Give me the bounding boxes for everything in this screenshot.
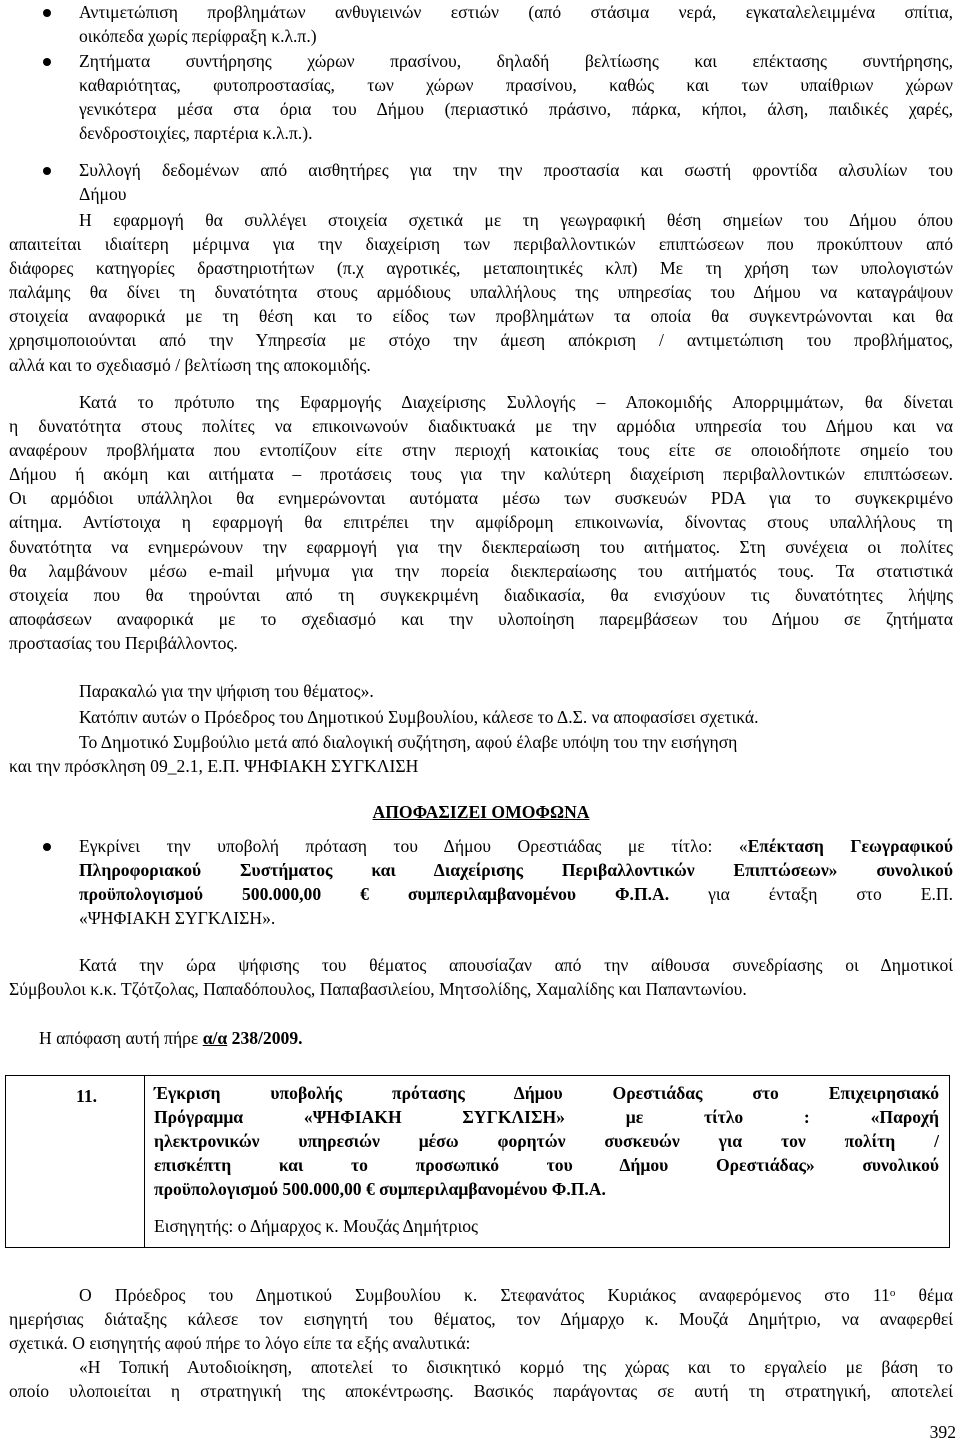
page-number: 392 (929, 1422, 956, 1442)
text-line: Κατά την ώρα ψήφισης του θέματος απουσίαζαν από την αίθουσα συνεδρίασης οι Δημοτικοί (79, 955, 953, 975)
paragraph (9, 730, 953, 778)
text-run: ο (889, 1287, 896, 1299)
text-run: α/α (202, 1028, 228, 1048)
text-line: Δήμου (79, 184, 127, 205)
text-run: Η απόφαση αυτή πήρε (39, 1028, 203, 1048)
text-run: για ένταξη στο Ε.Π. (669, 884, 953, 905)
text-line: οικόπεδα χωρίς περίφραξη κ.λ.π.) (79, 26, 317, 47)
text-line: ημερήσιας διάταξης κάλεσε τον εισηγητή του θέματος, τον Δήμαρχο κ. Μουζά Δημήτριο, να αναφερθεί (9, 1309, 953, 1330)
text-run: θέμα (895, 1285, 953, 1305)
bullet-icon (43, 167, 51, 175)
text-line: η δυνατότητα στους πολίτες να επικοινωνούν διαδικτυακά με την αρμόδια υπηρεσία του Δήμου και να (9, 416, 953, 437)
text-line: στοιχεία που θα τηρούνται από τη συγκεκριμένη διαδικασία, θα ενισχύουν τις δυνατότητες λήψης (9, 584, 953, 605)
bullet-icon (43, 58, 51, 66)
text-line: Πληροφοριακού Συστήματος και Διαχείρισης Περιβαλλοντικών Επιπτώσεων» συνολικού (79, 860, 953, 881)
text-line: παλάμης θα δίνει τη δυνατότητα στους αρμόδιους υπαλλήλους της υπηρεσίας του Δήμου να καταγράψουν (9, 282, 953, 303)
text-run: Εγκρίνει την υποβολή πρόταση του Δήμου Ορεστιάδας με τίτλο: « (79, 836, 748, 856)
text-line: χρησιμοποιούνται από την Υπηρεσία με στόχο την άμεση απόκριση / αντιμετώπιση του προβλήματος, (9, 330, 953, 351)
text-run: 238/2009. (227, 1028, 303, 1048)
text-run: Ο Πρόεδρος του Δημοτικού Συμβουλίου κ. Στεφανάτος Κυριάκος αναφερόμενος στο 11 (79, 1285, 890, 1305)
text-line: Σύμβουλοι κ.κ. Τζότζολας, Παπαδόπουλος, Παπαβασιλείου, Μητσολίδης, Χαμαλίδης και Παπαντωνίου. (9, 979, 747, 1000)
bullet-icon (43, 843, 51, 851)
text-line: ηλεκτρονικών υπηρεσιών μέσω φορητών συσκευών για τον πολίτη / (154, 1131, 939, 1152)
text-line: Αντιμετώπιση προβλημάτων ανθυγιεινών εστιών (από στάσιμα νερά, εγκαταλελειμμένα σπίτια, (79, 2, 953, 22)
bullet-item (9, 0, 953, 48)
text-line: Το Δημοτικό Συμβούλιο μετά από διαλογική συζήτηση, αφού έλαβε υπόψη του την εισήγηση (79, 732, 738, 752)
text-line: διάφορες κατηγορίες δραστηριοτήτων (π.χ αγροτικές, μεταποιητικές κλπ) Με τη χρήση των υπολογιστών (9, 258, 953, 279)
text-line: Κατόπιν αυτών ο Πρόεδρος του Δημοτικού Συμβουλίου, κάλεσε το Δ.Σ. να αποφασίσει σχετικά. (79, 707, 759, 727)
text-line: «ΨΗΦΙΑΚΗ ΣΥΓΚΛΙΣΗ». (79, 908, 276, 929)
decision-heading: ΑΠΟΦΑΣΙΖΕΙ ΟΜΟΦΩΝΑ (372, 802, 590, 822)
decision-number (39, 1026, 303, 1050)
decision-item (9, 834, 953, 930)
text-line: δενδροστοιχίες, παρτέρια κ.λ.π.). (79, 123, 313, 144)
text-line: Οι αρμόδιοι υπάλληλοι θα ενημερώνονται αυτόματα μέσω των συσκευών PDA για το συγκεκριμένο (9, 488, 953, 509)
text-line: καθαριότητας, φυτοπροστασίας, των χώρων πρασίνου, καθώς και των υπαίθριων χώρων (79, 75, 953, 96)
text-line: γενικότερα μέσα στα όρια του Δήμου (περιαστικό πράσινο, πάρκα, κήποι, άλση, παιδικές χαρές, (79, 99, 953, 120)
text-line: Η εφαρμογή θα συλλέγει στοιχεία σχετικά με τη γεωγραφική θέση σημείων του Δήμου όπου (79, 210, 953, 230)
text-line: απαιτείται ιδιαίτερη μέριμνα για την διαχείριση των περιβαλλοντικών επιπτώσεων που προκύπτουν από (9, 234, 953, 255)
text-run: Επέκταση Γεωγραφικού (747, 836, 953, 856)
text-line: Έγκριση υποβολής πρότασης Δήμου Ορεστιάδας στο Επιχειρησιακό (154, 1083, 939, 1103)
text-line: αλλά και το σχεδιασμό / βελτίωση της αποκομιδής. (9, 354, 371, 375)
text-line: οποίο υλοποιείται η στρατηγική της αποκέντρωσης. Βασικός παράγοντας σε αυτή τη στρατηγική, αποτελεί (9, 1381, 953, 1402)
bullet-icon (43, 9, 51, 17)
text-line: δυνατότητα να ενημερώνουν την εφαρμογή για την διεκπεραίωση του αιτήματος. Στη συνέχεια οι πολίτες (9, 536, 953, 557)
text-line: αποφάσεων αναφορικά με το σχεδιασμό και την υλοποίηση παρεμβάσεων του Δήμου σε ζητήματα (9, 608, 953, 629)
text-line: και την πρόσκληση 09_2.1, Ε.Π. ΨΗΦΙΑΚΗ ΣΥΓΚΛΙΣΗ (9, 756, 419, 777)
text-line (79, 834, 953, 858)
text-line: αναφέρουν προβλήματα που εντοπίζουν είτε στην περιοχή κατοικίας τους είτε σε οποιοδήποτε σημείο του (9, 440, 953, 461)
text-line (9, 1283, 953, 1307)
text-line: Δήμου ή ακόμη και αιτήματα – προτάσεις τους για την καλύτερη διαχείριση περιβαλλοντικών επιπτώσεων. (9, 464, 953, 485)
rapporteur: Εισηγητής: ο Δήμαρχος κ. Μουζάς Δημήτριος (154, 1216, 478, 1237)
agenda-item-number: 11. (76, 1086, 98, 1106)
paragraph (9, 953, 953, 1001)
agenda-item-content-cell (145, 1076, 950, 1248)
text-line: Πρόγραμμα «ΨΗΦΙΑΚΗ ΣΥΓΚΛΙΣΗ» με τίτλο : «Παροχή (154, 1107, 939, 1128)
text-line: επισκέπτη και το προσωπικό του Δήμου Ορεστιάδας» συνολικού (154, 1155, 939, 1176)
text-run: προϋπολογισμού 500.000,00 € συμπεριλαμβανομένου Φ.Π.Α. (79, 884, 670, 905)
agenda-item-table (5, 1075, 950, 1248)
paragraph (9, 1283, 953, 1403)
text-line: Κατά το πρότυπο της Εφαρμογής Διαχείρισης Συλλογής – Αποκομιδής Απορριμμάτων, θα δίνεται (79, 392, 953, 412)
bullet-item (9, 49, 953, 145)
text-line (79, 882, 953, 906)
paragraph (9, 390, 953, 655)
text-line: Παρακαλώ για την ψήφιση του θέματος». (79, 681, 374, 701)
agenda-item-number-cell (6, 1076, 145, 1248)
text-line: θα λαμβάνουν μέσω e-mail μήνυμα για την πορεία διεκπεραίωσης του αιτήματός τους. Τα στατιστικά (9, 560, 953, 581)
text-line: Συλλογή δεδομένων από αισθητήρες για την την προστασία και σωστή φροντίδα αλσυλίων του (79, 160, 953, 180)
text-line: αίτημα. Αντίστοιχα η εφαρμογή θα επιτρέπει την αμφίδρομη επικοινωνία, δίνοντας στους υπαλλήλους τη (9, 512, 953, 533)
text-line: προστασίας του Περιβάλλοντος. (9, 632, 238, 653)
text-line: σχετικά. Ο εισηγητής αφού πήρε το λόγο είπε τα εξής αναλυτικά: (9, 1333, 471, 1354)
text-line: Ζητήματα συντήρησης χώρων πρασίνου, δηλαδή βελτίωσης και επέκτασης συντήρησης, (79, 51, 953, 71)
text-line: προϋπολογισμού 500.000,00 € συμπεριλαμβανομένου Φ.Π.Α. (154, 1179, 606, 1200)
text-line: «Η Τοπική Αυτοδιοίκηση, αποτελεί το δισικητικό κορμό της χώρας και το εργαλείο με βάση το (79, 1357, 953, 1378)
paragraph (9, 208, 953, 377)
bullet-item (9, 158, 953, 206)
text-line: στοιχεία αναφορικά με τη θέση και το είδος των προβλημάτων τα οποία θα συγκεντρώνονται και θα (9, 306, 953, 327)
